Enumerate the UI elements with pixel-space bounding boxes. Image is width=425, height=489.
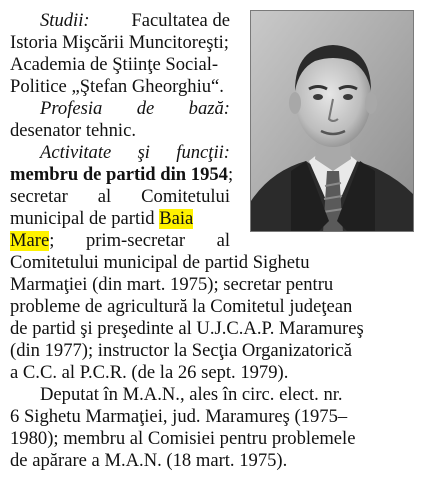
profesia-value-line bbox=[10, 121, 230, 141]
full-line-7 bbox=[40, 385, 414, 405]
full-line-text-5: (din 1977); instructor la Secţia Organizatorică bbox=[10, 340, 352, 361]
full-line-text-10: de apărare a M.A.N. (18 mart. 1975). bbox=[10, 450, 288, 471]
studii-line-4 bbox=[10, 77, 230, 97]
profesia-label-1: Profesia bbox=[40, 98, 103, 119]
full-line-text-3: probleme de agricultură la Comitetul judeţean bbox=[10, 296, 353, 317]
profesia-label-2: de bbox=[136, 98, 155, 119]
activitate-label-2: şi bbox=[137, 142, 150, 163]
portrait-image bbox=[251, 11, 414, 232]
studii-text-3: Academia de Ştiinţe Social- bbox=[10, 54, 219, 75]
semicolon: ; bbox=[227, 164, 234, 185]
full-line-5 bbox=[10, 341, 414, 361]
full-line-3 bbox=[10, 297, 414, 317]
profesia-value: desenator tehnic. bbox=[10, 120, 136, 141]
activitate-label-1: Activitate bbox=[40, 142, 112, 163]
studii-text-4: Politice „Ştefan Gheorghiu“. bbox=[10, 76, 224, 97]
full-line-6 bbox=[10, 363, 414, 383]
studii-line-2 bbox=[10, 33, 230, 53]
comitetului-word: Comitetului bbox=[141, 186, 230, 207]
al-word: al bbox=[97, 186, 112, 207]
full-line-1 bbox=[10, 253, 414, 273]
municipal-text: municipal de partid bbox=[10, 208, 160, 229]
studii-line-1 bbox=[10, 11, 230, 31]
full-line-text-6: a C.C. al P.C.R. (de la 26 sept. 1979). bbox=[10, 362, 289, 383]
full-line-text-4: de partid şi preşedinte al U.J.C.A.P. Maramureş bbox=[10, 318, 364, 339]
full-line-text-7: Deputat în M.A.N., ales în circ. elect. nr. bbox=[40, 384, 343, 405]
membru-line bbox=[10, 164, 234, 185]
full-line-10 bbox=[10, 451, 414, 471]
studii-text-1: Facultatea de bbox=[131, 10, 230, 31]
full-line-4 bbox=[10, 319, 414, 339]
municipal-line bbox=[10, 209, 230, 229]
activitate-line bbox=[10, 143, 230, 163]
full-line-2 bbox=[10, 275, 414, 295]
semicolon-2: ; bbox=[49, 230, 55, 251]
full-line-text-1: Comitetului municipal de partid Sighetu bbox=[10, 252, 310, 273]
highlighted-baia: Baia bbox=[159, 208, 194, 229]
full-line-text-9: 1980); membru al Comisiei pentru problemele bbox=[10, 428, 356, 449]
full-line-8 bbox=[10, 407, 414, 427]
prim-secretar-word: prim-secretar bbox=[85, 230, 186, 251]
prim-secretar-line bbox=[10, 231, 230, 251]
studii-label: Studii: bbox=[40, 10, 90, 31]
al-word-2: al bbox=[216, 230, 230, 251]
highlighted-mare: Mare bbox=[10, 230, 50, 251]
activitate-label-3: funcţii: bbox=[176, 142, 230, 163]
studii-text-2: Istoria Mişcării Muncitoreşti; bbox=[10, 32, 229, 53]
secretar-line bbox=[10, 187, 230, 207]
secretar-word: secretar bbox=[10, 186, 68, 207]
full-line-text-8: 6 Sighetu Marmaţiei, jud. Maramureş (1975– bbox=[10, 406, 348, 427]
portrait-photo bbox=[250, 10, 414, 232]
full-line-9 bbox=[10, 429, 414, 449]
profesia-line bbox=[10, 99, 230, 119]
profesia-label-3: bază: bbox=[188, 98, 230, 119]
full-line-text-2: Marmaţiei (din mart. 1975); secretar pentru bbox=[10, 274, 334, 295]
studii-line-3 bbox=[10, 55, 230, 75]
membru-text: membru de partid din 1954 bbox=[10, 164, 228, 185]
